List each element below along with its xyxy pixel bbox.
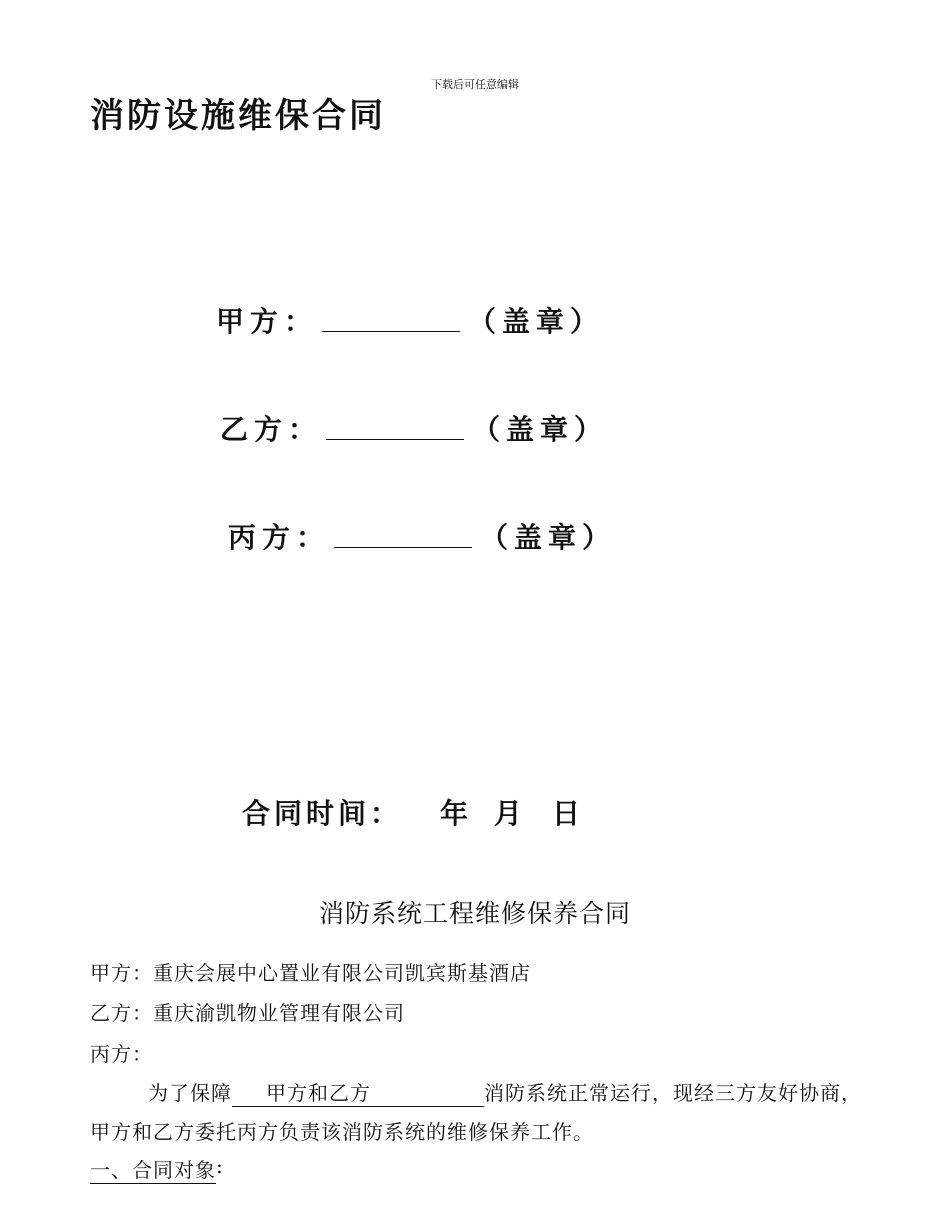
party-b-seal: （盖章） <box>472 413 609 446</box>
contract-date-line <box>242 792 580 832</box>
section1-colon: : <box>216 1154 223 1178</box>
purpose-paragraph-line2: 甲方和乙方委托丙方负责该消防系统的维修保养工作。 <box>90 1120 594 1144</box>
date-year: 年 <box>440 797 469 830</box>
party-b-label: 乙方： <box>220 413 323 446</box>
section1-heading: 一、合同对象 <box>90 1154 216 1184</box>
purpose-filled-field: 甲方和乙方 <box>232 1077 484 1107</box>
purpose-suffix: 消防系统正常运行，现经三方友好协商， <box>484 1081 862 1105</box>
party-b-line <box>220 408 608 448</box>
purpose-prefix: 为了保障 <box>148 1081 232 1105</box>
contract-title: 消防系统工程维修保养合同 <box>318 899 631 928</box>
cover-title: 消防设施维保合同 <box>90 96 386 136</box>
party-c-line <box>228 516 616 556</box>
party-b-blank[interactable] <box>326 438 464 440</box>
party-a-blank[interactable] <box>322 330 460 332</box>
party-a-line <box>216 300 604 340</box>
party-a-label: 甲方： <box>216 305 319 338</box>
purpose-paragraph-line1 <box>148 1077 862 1107</box>
party-a-seal: （盖章） <box>468 305 605 338</box>
date-day: 日 <box>552 797 581 830</box>
date-month: 月 <box>494 797 523 830</box>
header-note: 下载后可任意编辑 <box>431 78 519 91</box>
party-c-seal: （盖章） <box>480 521 617 554</box>
party-a-text: 甲方：重庆会展中心置业有限公司凯宾斯基酒店 <box>90 961 531 985</box>
party-c-label: 丙方： <box>228 521 331 554</box>
date-label: 合同时间： <box>242 797 403 830</box>
party-c-blank[interactable] <box>334 546 472 548</box>
party-c-text: 丙方： <box>90 1042 153 1066</box>
party-b-text: 乙方：重庆渝凯物业管理有限公司 <box>90 1001 405 1025</box>
